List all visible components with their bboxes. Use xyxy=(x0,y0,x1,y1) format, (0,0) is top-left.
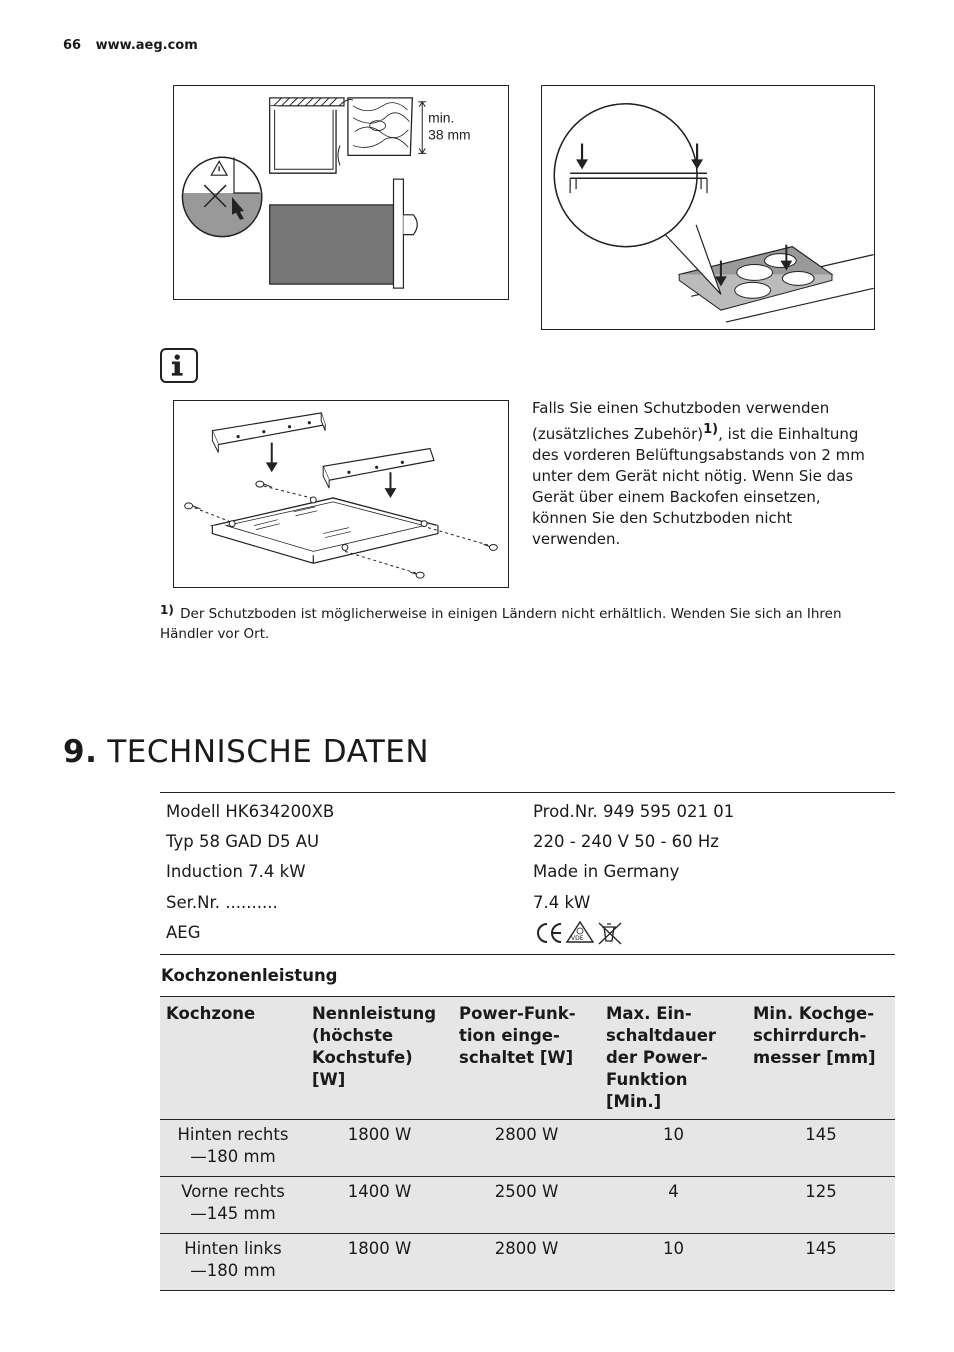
cell-min-diameter: 145 xyxy=(747,1234,895,1291)
note-text-part1: Falls Sie einen Schutzboden verwenden (zusätzliches Zubehör) xyxy=(532,399,830,443)
col-header-power-function: Power-Funktion eingeschaltet [W] xyxy=(453,997,600,1120)
section-title: TECHNISCHE DATEN xyxy=(107,734,430,770)
table-row xyxy=(160,1234,895,1291)
cell-nominal-power: 1400 W xyxy=(306,1177,453,1234)
info-icon xyxy=(160,348,198,383)
section-heading xyxy=(63,734,429,770)
spec-product-number: Prod.Nr. 949 595 021 01 xyxy=(533,801,735,821)
vde-mark-icon xyxy=(567,922,593,942)
rating-plate-table xyxy=(160,792,895,955)
spec-row xyxy=(160,887,895,917)
spec-row xyxy=(160,857,895,887)
spec-row xyxy=(160,796,895,826)
cell-nominal-power: 1800 W xyxy=(306,1234,453,1291)
cell-min-diameter: 125 xyxy=(747,1177,895,1234)
cell-power-function: 2800 W xyxy=(453,1120,600,1177)
spec-type: Typ 58 GAD D5 AU xyxy=(166,832,320,852)
page-number: 66 xyxy=(63,38,82,53)
certification-marks-icon xyxy=(533,920,625,946)
figure-protective-floor xyxy=(173,400,509,588)
ce-mark-icon xyxy=(538,924,561,942)
protective-floor-illustration xyxy=(174,401,508,587)
footnote xyxy=(160,604,880,644)
col-header-zone: Kochzone xyxy=(160,997,306,1120)
cell-zone: Vorne rechts —145 mm xyxy=(160,1177,306,1234)
weee-bin-icon xyxy=(599,923,621,944)
clearance-label-line2: 38 mm xyxy=(428,126,471,143)
cell-max-duration: 10 xyxy=(600,1120,747,1177)
cooking-zone-power-heading: Kochzonenleistung xyxy=(161,966,338,985)
cell-zone: Hinten links —180 mm xyxy=(160,1234,306,1291)
col-header-min-diameter: Min. Kochgeschirrdurchmesser [mm] xyxy=(747,997,895,1120)
footnote-ref: 1) xyxy=(703,422,719,437)
clearance-label-line1: min. xyxy=(428,109,455,126)
table-row xyxy=(160,1120,895,1177)
spec-model: Modell HK634200XB xyxy=(166,801,335,821)
spec-origin: Made in Germany xyxy=(533,862,680,882)
cell-nominal-power: 1800 W xyxy=(306,1120,453,1177)
vde-mark-text: VDE xyxy=(571,934,584,942)
table-row xyxy=(160,1177,895,1234)
hob-installation-illustration xyxy=(542,86,874,329)
protective-floor-note xyxy=(532,398,877,550)
site-url: www.aeg.com xyxy=(95,38,198,53)
certification-marks xyxy=(527,920,625,946)
table-header-row xyxy=(160,997,895,1120)
note-text-part2: , ist die Einhaltung des vorderen Belüftungsabstands von 2 mm unter dem Gerät nicht nötig. Wenn Sie das Gerät über einem Backofen einsetzen, können Sie den Schutzboden nicht verwenden. xyxy=(532,425,865,548)
cell-power-function: 2500 W xyxy=(453,1177,600,1234)
cell-max-duration: 10 xyxy=(600,1234,747,1291)
clearance-illustration xyxy=(174,86,508,299)
section-number: 9. xyxy=(63,734,98,770)
footnote-mark: 1) xyxy=(160,603,174,617)
cooking-zone-table xyxy=(160,996,895,1291)
cell-min-diameter: 145 xyxy=(747,1120,895,1177)
spec-total-power: 7.4 kW xyxy=(533,892,591,912)
cell-max-duration: 4 xyxy=(600,1177,747,1234)
spec-brand: AEG xyxy=(166,923,201,943)
figure-hob-installation xyxy=(541,85,875,330)
col-header-max-duration: Max. Einschaltdauer der Power-Funktion [Min.] xyxy=(600,997,747,1120)
spec-row xyxy=(160,918,895,948)
spec-voltage: 220 - 240 V 50 - 60 Hz xyxy=(533,832,719,852)
footnote-text: Der Schutzboden ist möglicherweise in einigen Ländern nicht erhältlich. Wenden Sie sich an Ihren Händler vor Ort. xyxy=(160,606,842,642)
cell-zone: Hinten rechts —180 mm xyxy=(160,1120,306,1177)
cell-power-function: 2800 W xyxy=(453,1234,600,1291)
spec-row xyxy=(160,826,895,856)
spec-induction-power: Induction 7.4 kW xyxy=(166,862,306,882)
figure-installation-clearance xyxy=(173,85,509,300)
col-header-nominal-power: Nennleistung (höchste Kochstufe) [W] xyxy=(306,997,453,1120)
spec-serial-number: Ser.Nr. .......... xyxy=(166,892,278,912)
page-header xyxy=(63,38,198,53)
